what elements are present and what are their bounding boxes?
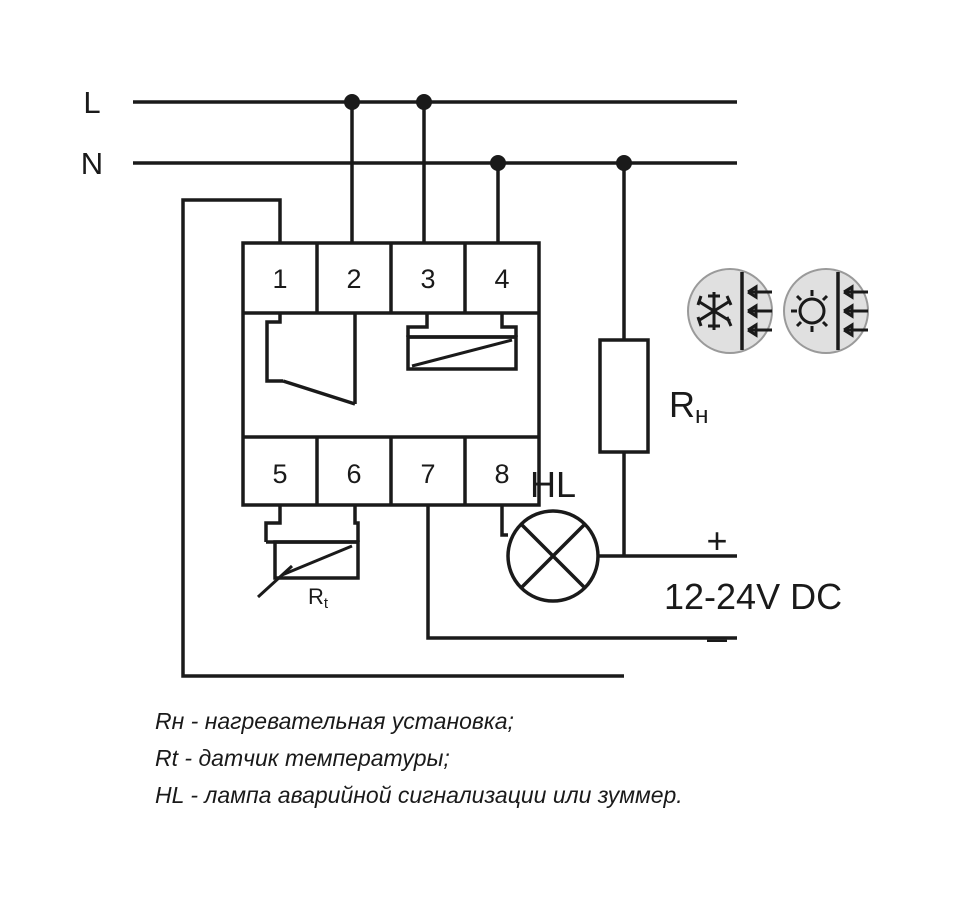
supply-voltage-label: 12-24V DC — [664, 576, 843, 617]
legend-line-lamp: HL - лампа аварийной сигнализации или зуммер. — [155, 782, 683, 808]
heating-icon — [784, 269, 868, 353]
legend-line-heater: Rн - нагревательная установка; — [155, 708, 514, 734]
supply-plus-label: + — [706, 520, 728, 561]
internal-relay-contact — [267, 313, 355, 404]
terminal-label-6: 6 — [346, 459, 362, 489]
power-rail-L — [133, 94, 737, 110]
terminal-label-7: 7 — [420, 459, 436, 489]
terminal-label-2: 2 — [346, 264, 362, 294]
terminal-label-3: 3 — [420, 264, 436, 294]
legend-line-sensor: Rt - датчик температуры; — [155, 745, 450, 771]
lamp-label: HL — [529, 464, 577, 505]
terminal-label-1: 1 — [272, 264, 288, 294]
heater-label: Rн — [669, 384, 709, 429]
rail-label-L: L — [83, 85, 101, 120]
power-rail-N — [133, 155, 737, 171]
terminal-label-5: 5 — [272, 459, 288, 489]
terminal-label-8: 8 — [494, 459, 510, 489]
cooling-icon — [688, 269, 772, 353]
terminal-label-4: 4 — [494, 264, 510, 294]
internal-relay-coil — [408, 313, 516, 369]
heater-rh — [600, 340, 648, 556]
rt-label: Rt — [307, 584, 329, 612]
supply-minus-label: – — [706, 617, 728, 658]
rail-label-N: N — [80, 146, 104, 181]
